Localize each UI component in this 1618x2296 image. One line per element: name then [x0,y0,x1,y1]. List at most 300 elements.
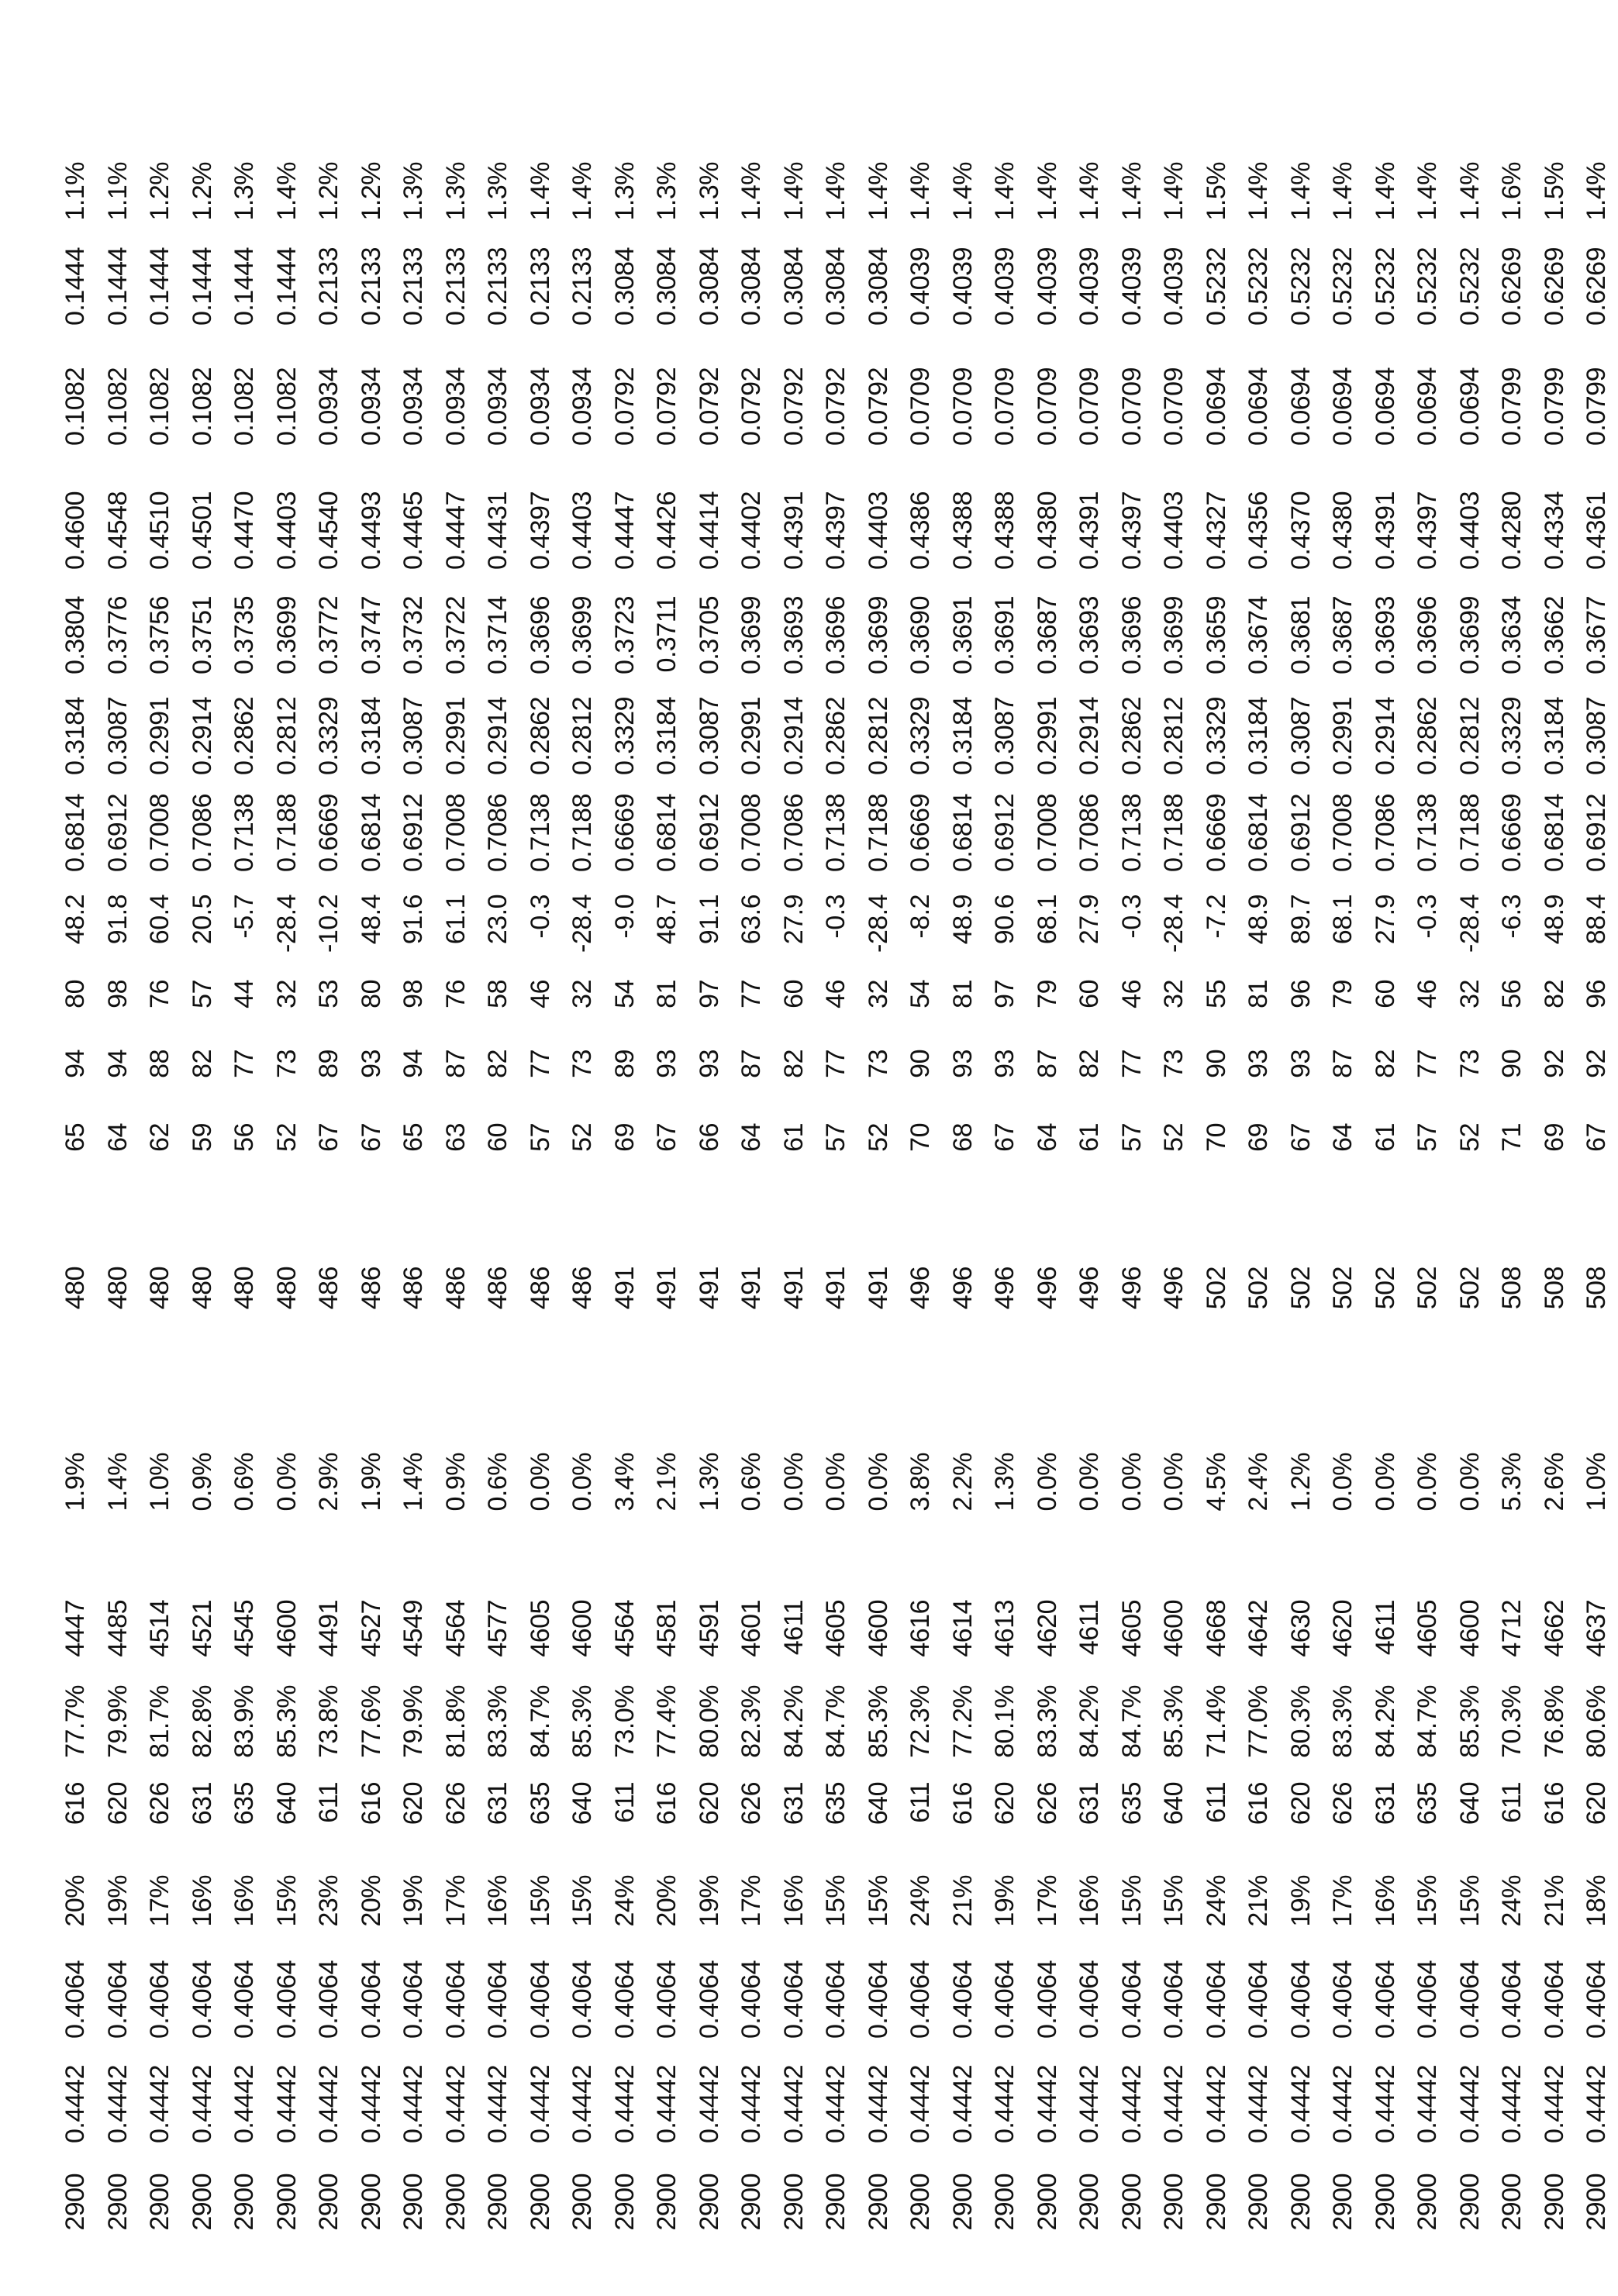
table-cell: 61 [1370,1123,1400,1152]
table-cell: 0.4064 [778,1960,809,2039]
table-cell: 0.4064 [1159,1960,1188,2039]
table-cell: 23% [314,1875,343,1927]
table-cell: 82 [1370,1050,1400,1078]
table-row [266,162,309,2259]
table-cell: 502 [1413,1267,1442,1310]
table-cell: 2900 [1454,2174,1485,2231]
table-cell: 0.7188 [568,794,597,872]
table-cell: 0.0709 [1116,367,1147,446]
table-cell: 0.0% [863,1453,893,1512]
table-cell: 0.6669 [314,794,343,872]
table-cell: 87 [440,1050,471,1078]
table-cell: 91.8 [102,895,133,945]
table-cell: 0.0694 [1454,367,1485,446]
table-cell: 15% [863,1875,893,1927]
table-cell: 67 [356,1123,386,1152]
table-cell: 4600 [863,1600,893,1657]
table-cell: 0.0792 [609,367,640,446]
table-cell: 0.3699 [737,596,766,674]
table-cell: 2900 [102,2174,133,2231]
table-cell: 0.2914 [483,697,512,775]
table-cell: 0.4442 [440,2065,471,2143]
table-cell: 70 [906,1123,935,1152]
table-cell: 0.3184 [356,697,386,775]
table-cell: 0.4442 [60,2065,90,2143]
table-cell: 0.0% [1116,1453,1147,1512]
table-cell: 46 [1116,980,1147,1008]
table-cell: 2900 [568,2174,597,2231]
table-cell: -6.3 [1497,895,1527,939]
table-row [561,162,604,2259]
table-cell: 27.9 [1075,895,1104,945]
table-cell: 0.4064 [652,1960,681,2039]
table-row [984,162,1026,2259]
table-cell: 32 [863,980,893,1008]
table-cell: 77.2% [947,1685,978,1758]
table-cell: 0.4064 [1075,1960,1104,2039]
table-cell: 16% [778,1875,809,1927]
table-cell: 620 [694,1782,724,1825]
table-cell: 0.9% [440,1453,471,1512]
table-row [54,162,97,2259]
table-cell: 0.7188 [1159,794,1188,872]
table-cell: 1.4% [1285,162,1316,221]
table-cell: 0.4442 [229,2065,259,2143]
table-cell: 2900 [483,2174,512,2231]
table-cell: 1.3% [483,162,512,221]
table-cell: 4521 [187,1600,217,1657]
table-cell: 77 [525,1050,555,1078]
table-cell: 1.2% [187,162,217,221]
table-cell: 2900 [778,2174,809,2231]
table-cell: 1.4% [737,162,766,221]
table-cell: 94 [398,1050,428,1078]
table-cell: 0.4493 [356,491,386,570]
table-cell: 0.4397 [821,491,850,570]
table-cell: 1.2% [1285,1453,1316,1512]
table-cell: 0.0709 [906,367,935,446]
table-cell: 0.6269 [1539,247,1569,326]
table-cell: 631 [1370,1782,1400,1825]
table-cell: 616 [356,1782,386,1825]
table-cell: 32 [568,980,597,1008]
table-cell: 0.3329 [1201,697,1231,775]
table-row [1280,162,1323,2259]
data-table [54,162,1618,2259]
table-cell: 82 [1539,980,1569,1008]
table-cell: 0.0792 [821,367,850,446]
table-cell: 69 [609,1123,640,1152]
table-cell: 0.4403 [271,491,302,570]
table-cell: 0.3772 [314,596,343,674]
table-cell: 2900 [609,2174,640,2231]
table-cell: 611 [609,1782,640,1823]
table-cell: 496 [1075,1267,1104,1310]
table-cell: 1.1% [102,162,133,221]
table-cell: 1.5% [1539,162,1569,221]
table-cell: 0.4064 [356,1960,386,2039]
table-cell: 640 [568,1782,597,1825]
table-cell: 84.7% [525,1685,555,1758]
table-cell: 620 [990,1782,1019,1825]
table-cell: 90 [906,1050,935,1078]
table-cell: 611 [906,1782,935,1823]
table-cell: 0.7008 [145,794,174,872]
table-cell: 4600 [568,1600,597,1657]
table-cell: 2900 [1582,2174,1611,2231]
table-cell: 79 [1328,980,1358,1008]
table-cell: 0.3711 [652,596,681,673]
table-cell: 1.5% [1201,162,1231,221]
table-cell: 0.4380 [1032,491,1062,570]
table-cell: 52 [1454,1123,1485,1152]
table-cell: 502 [1370,1267,1400,1310]
table-cell: 2900 [440,2174,471,2231]
table-row [1491,162,1533,2259]
table-cell: 52 [1159,1123,1188,1152]
table-cell: 1.1% [60,162,90,221]
table-cell: 73 [568,1050,597,1078]
table-cell: 0.6912 [102,794,133,872]
table-cell: 77 [737,980,766,1008]
table-cell: 85.3% [568,1685,597,1758]
table-cell: 635 [1413,1782,1442,1825]
table-cell: 0.4540 [314,491,343,570]
table-cell: 19% [990,1875,1019,1927]
table-cell: 4637 [1582,1600,1611,1657]
table-cell: 0.0% [1075,1453,1104,1512]
table-cell: 1.4% [906,162,935,221]
table-cell: 0.3699 [568,596,597,674]
table-row [519,162,562,2259]
table-cell: 0.3087 [990,697,1019,775]
table-cell: 4.5% [1201,1453,1231,1512]
table-cell: 0.6912 [398,794,428,872]
table-cell: 635 [1116,1782,1147,1825]
table-cell: 0.2991 [1032,697,1062,775]
table-cell: 0.0934 [483,367,512,446]
table-cell: 81 [652,980,681,1008]
table-cell: 48.9 [1539,895,1569,945]
table-cell: 15% [1413,1875,1442,1927]
table-cell: 70 [1201,1123,1231,1152]
table-cell: 480 [145,1267,174,1310]
table-cell: 496 [1159,1267,1188,1310]
table-cell: 57 [525,1123,555,1152]
table-cell: 0.3699 [863,596,893,674]
table-cell: 24% [1201,1875,1231,1927]
table-cell: 60 [1370,980,1400,1008]
table-cell: 0.6814 [1244,794,1273,872]
table-cell: 2900 [694,2174,724,2231]
table-cell: 15% [1454,1875,1485,1927]
table-cell: 4581 [652,1600,681,1657]
table-cell: 4642 [1244,1600,1273,1657]
table-cell: 0.3756 [145,596,174,674]
table-cell: 0.6814 [1539,794,1569,872]
table-cell: 1.2% [314,162,343,221]
table-cell: 0.4442 [102,2065,133,2143]
table-cell: 480 [271,1267,302,1310]
table-cell: 2.4% [1244,1453,1273,1512]
table-cell: 0.1082 [60,367,90,446]
table-row [1449,162,1492,2259]
table-cell: 69 [1539,1123,1569,1152]
table-cell: 0.3184 [652,697,681,775]
table-cell: 0.4064 [1328,1960,1358,2039]
table-cell: 57 [1116,1123,1147,1152]
table-cell: 0.4442 [694,2065,724,2143]
table-cell: 80.1% [990,1685,1019,1758]
table-cell: 53 [314,980,343,1008]
table-cell: 19% [1285,1875,1316,1927]
table-cell: 79.9% [398,1685,428,1758]
table-cell: 2900 [1244,2174,1273,2231]
table-cell: 84.7% [1413,1685,1442,1758]
table-cell: 496 [906,1267,935,1310]
table-cell: 0.0694 [1328,367,1358,446]
table-cell: 4600 [271,1600,302,1657]
table-row [350,162,393,2259]
table-cell: 0.4447 [609,491,640,570]
table-cell: 20% [60,1875,90,1927]
table-cell: 0.4442 [1539,2065,1569,2143]
table-cell: 1.3% [694,162,724,221]
table-cell: 67 [652,1123,681,1152]
table-cell: 17% [737,1875,766,1927]
table-cell: 0.0934 [356,367,386,446]
table-cell: 2900 [1413,2174,1442,2231]
table-cell: 0.0792 [737,367,766,446]
table-cell: 486 [398,1267,428,1310]
table-row [97,162,140,2259]
table-cell: 88 [145,1050,174,1078]
table-cell: 0.4391 [1075,491,1104,570]
table-cell: 93 [694,1050,724,1078]
table-cell: 0.4064 [568,1960,597,2039]
table-cell: 1.4% [1328,162,1358,221]
table-cell: 4611 [1075,1600,1104,1656]
table-cell: 0.4361 [1582,491,1611,570]
table-cell: 0.6912 [694,794,724,872]
table-cell: 2900 [947,2174,978,2231]
table-cell: 0.3329 [1497,697,1527,775]
table-cell: 68 [947,1123,978,1152]
table-cell: 93 [1244,1050,1273,1078]
table-row [815,162,857,2259]
table-cell: 92 [1582,1050,1611,1078]
table-cell: 0.1444 [145,247,174,326]
table-cell: 0.0694 [1370,367,1400,446]
table-cell: 2900 [60,2174,90,2231]
table-cell: 0.4442 [1497,2065,1527,2143]
table-cell: 84.2% [778,1685,809,1758]
table-cell: 0.7008 [1328,794,1358,872]
table-cell: 93 [652,1050,681,1078]
table-cell: 21% [947,1875,978,1927]
table-row [139,162,181,2259]
table-cell: 48.9 [947,895,978,945]
table-cell: 84.2% [1370,1685,1400,1758]
table-cell: 631 [1075,1782,1104,1825]
table-cell: 2900 [1285,2174,1316,2231]
table-cell: 4620 [1032,1600,1062,1657]
table-cell: 0.4064 [1539,1960,1569,2039]
table-cell: 0.5232 [1201,247,1231,326]
table-cell: 67 [1285,1123,1316,1152]
table-cell: 0.0% [525,1453,555,1512]
table-cell: 64 [102,1123,133,1152]
table-cell: 0.3751 [187,596,217,674]
table-cell: 0.3705 [694,596,724,674]
table-cell: 0.4064 [60,1960,90,2039]
table-cell: 80 [60,980,90,1008]
table-cell: 1.9% [60,1453,90,1512]
table-cell: 32 [1454,980,1485,1008]
table-cell: 1.4% [1454,162,1485,221]
table-cell: 0.4442 [483,2065,512,2143]
table-cell: 0.0694 [1285,367,1316,446]
table-cell: 0.7188 [863,794,893,872]
table-row [1575,162,1618,2259]
table-cell: 77.7% [60,1685,90,1758]
table-row [1068,162,1111,2259]
table-cell: 60 [1075,980,1104,1008]
table-cell: 4577 [483,1600,512,1657]
table-cell: 1.4% [102,1453,133,1512]
table-cell: 82.3% [737,1685,766,1758]
table-cell: 0.4442 [568,2065,597,2143]
table-cell: 0.3087 [398,697,428,775]
table-cell: 0.2862 [1116,697,1147,775]
table-cell: 0.2812 [863,697,893,775]
table-cell: 0.1444 [60,247,90,326]
table-cell: 20.5 [187,895,217,945]
table-cell: 48.7 [652,895,681,945]
table-cell: 2900 [863,2174,893,2231]
table-cell: 640 [1159,1782,1188,1825]
table-cell: 2900 [525,2174,555,2231]
table-cell: 46 [525,980,555,1008]
table-cell: 48.2 [60,895,90,945]
table-cell: 1.4% [525,162,555,221]
table-cell: 52 [863,1123,893,1152]
table-cell: 90 [1497,1050,1527,1078]
table-cell: 0.7086 [483,794,512,872]
table-cell: 1.9% [356,1453,386,1512]
table-cell: 0.2812 [271,697,302,775]
table-cell: -0.3 [525,895,555,939]
table-cell: -0.3 [821,895,850,939]
table-cell: 81 [947,980,978,1008]
table-cell: 0.4064 [1032,1960,1062,2039]
table-cell: 83.3% [1328,1685,1358,1758]
table-cell: 0.4064 [1285,1960,1316,2039]
table-cell: 0.4064 [906,1960,935,2039]
table-cell: 0.1444 [102,247,133,326]
table-row [688,162,731,2259]
table-cell: 0.2133 [483,247,512,326]
table-cell: 0.0% [1328,1453,1358,1512]
table-cell: 0.4039 [1116,247,1147,326]
table-cell: 0.4442 [1159,2065,1188,2143]
table-cell: 0.4442 [1201,2065,1231,2143]
table-cell: 4600 [1159,1600,1188,1657]
table-cell: 76.8% [1539,1685,1569,1758]
table-cell: 4668 [1201,1600,1231,1657]
table-cell: 620 [1582,1782,1611,1825]
table-cell: 0.0709 [990,367,1019,446]
table-cell: 1.3% [229,162,259,221]
table-cell: 0.4442 [525,2065,555,2143]
table-cell: 52 [271,1123,302,1152]
table-cell: 0.4402 [737,491,766,570]
table-cell: 57 [821,1123,850,1152]
table-cell: 0.0% [1413,1453,1442,1512]
table-cell: 85.3% [1159,1685,1188,1758]
table-cell: 19% [102,1875,133,1927]
table-cell: 67 [990,1123,1019,1152]
table-cell: 77.6% [356,1685,386,1758]
table-cell: 0.3687 [1328,596,1358,674]
table-cell: 0.2812 [1454,697,1485,775]
table-cell: 4605 [525,1600,555,1657]
table-cell: 0.4039 [947,247,978,326]
table-cell: 81.7% [145,1685,174,1758]
table-cell: 0.3696 [1413,596,1442,674]
table-cell: 0.6% [737,1453,766,1512]
table-cell: 0.2914 [778,697,809,775]
table-cell: 16% [1370,1875,1400,1927]
table-cell: 2900 [1328,2174,1358,2231]
table-cell: 0.4064 [271,1960,302,2039]
table-cell: 70.3% [1497,1685,1527,1758]
table-cell: 90.6 [990,895,1019,945]
table-cell: 0.3084 [778,247,809,326]
table-cell: 0.0% [568,1453,597,1512]
table-cell: 0.3634 [1497,596,1527,674]
table-cell: 0.2133 [568,247,597,326]
table-cell: 80.3% [1285,1685,1316,1758]
table-cell: 0.3329 [314,697,343,775]
table-cell: 2900 [1370,2174,1400,2231]
table-cell: 15% [821,1875,850,1927]
table-cell: 1.4% [863,162,893,221]
table-cell: 0.4064 [1116,1960,1147,2039]
table-cell: 0.4403 [1159,491,1188,570]
table-cell: 2900 [990,2174,1019,2231]
table-cell: 17% [440,1875,471,1927]
table-cell: 0.4442 [737,2065,766,2143]
table-cell: 21% [1539,1875,1569,1927]
table-cell: 0.4426 [652,491,681,570]
table-cell: 71.4% [1201,1685,1231,1758]
table-cell: 89.7 [1285,895,1316,945]
table-cell: 84.2% [1075,1685,1104,1758]
table-body [54,162,1618,2259]
table-cell: 0.2862 [821,697,850,775]
table-cell: 1.4% [1116,162,1147,221]
table-cell: 85.3% [1454,1685,1485,1758]
table-cell: 0.4334 [1539,491,1569,570]
table-cell: 64 [1032,1123,1062,1152]
table-cell: 2900 [229,2174,259,2231]
table-cell: 79.9% [102,1685,133,1758]
table-cell: -8.2 [906,895,935,939]
table-row [1322,162,1364,2259]
table-cell: 1.3% [694,1453,724,1512]
table-cell: 0.4064 [821,1960,850,2039]
